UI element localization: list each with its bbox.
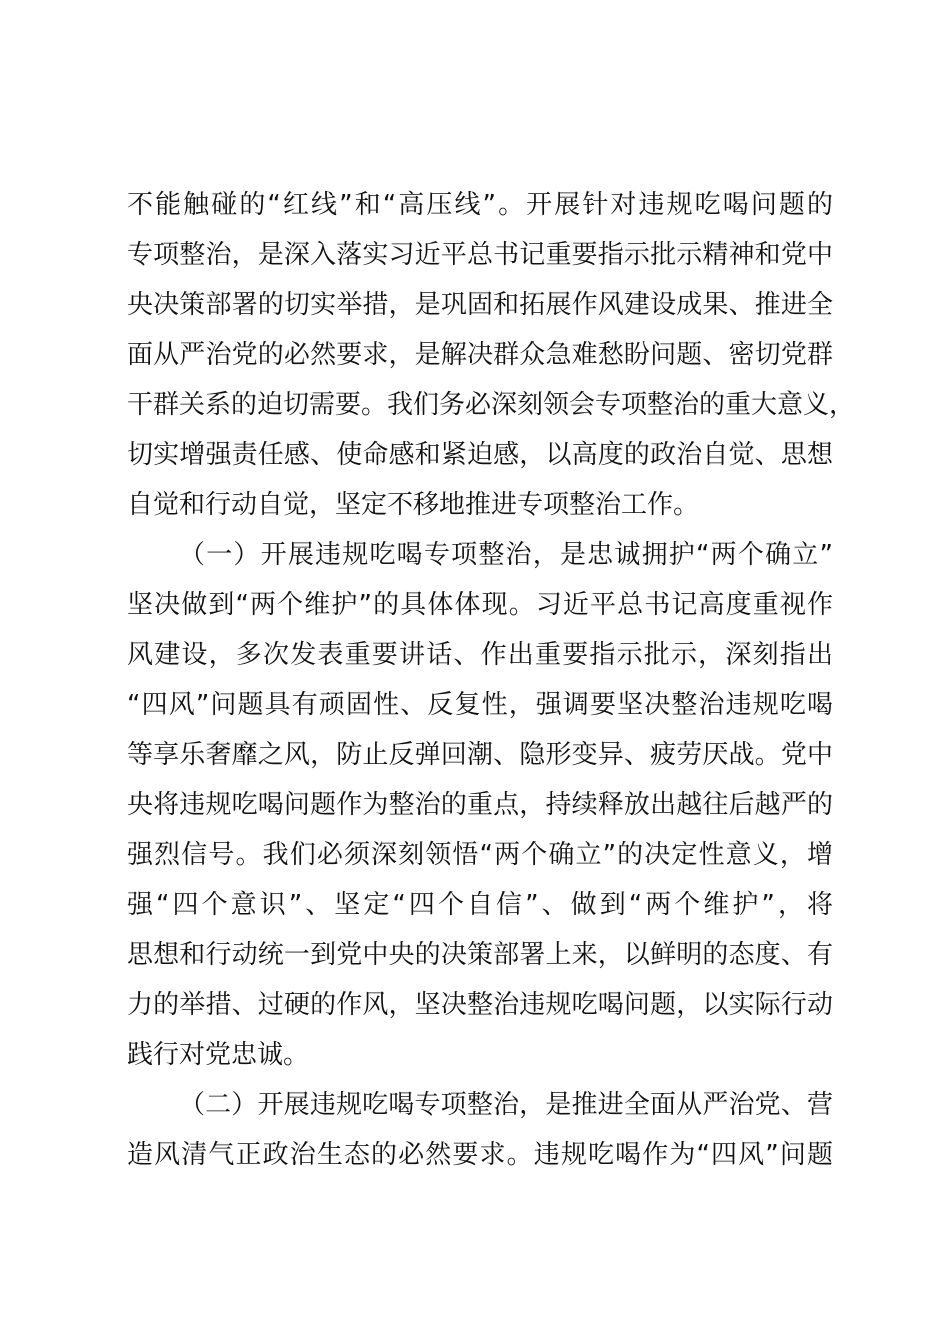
text-line: 干群关系的迫切需要。我们务必深刻领会专项整治的重大意义， — [127, 390, 856, 420]
text-line: 等享乐奢靡之风，防止反弹回潮、隐形变异、疲劳厌战。党中 — [127, 740, 833, 770]
text-line: 面从严治党的必然要求，是解决群众急难愁盼问题、密切党群 — [127, 340, 833, 370]
text-line: 强烈信号。我们必须深刻领悟“两个确立”的决定性意义，增 — [127, 840, 833, 870]
text-line: 风建设，多次发表重要讲话、作出重要指示批示，深刻指出 — [127, 640, 833, 670]
text-line: 坚决做到“两个维护”的具体体现。习近平总书记高度重视作 — [127, 590, 833, 620]
paragraph-heading-2: （二）开展违规吃喝专项整治，是推进全面从严治党、营 — [179, 1090, 833, 1120]
text-line: 践行对党忠诚。 — [127, 1040, 310, 1070]
text-line: 央决策部署的切实举措，是巩固和拓展作风建设成果、推进全 — [127, 290, 833, 320]
body-text — [127, 180, 856, 1180]
paragraph-heading-1: （一）开展违规吃喝专项整治，是忠诚拥护“两个确立” — [179, 540, 833, 570]
text-line: 切实增强责任感、使命感和紧迫感，以高度的政治自觉、思想 — [127, 440, 833, 470]
text-line: 强“四个意识”、坚定“四个自信”、做到“两个维护”，将 — [127, 890, 833, 920]
text-line: 思想和行动统一到党中央的决策部署上来，以鲜明的态度、有 — [127, 940, 833, 970]
text-line: 力的举措、过硬的作风，坚决整治违规吃喝问题，以实际行动 — [127, 990, 833, 1020]
text-line: 造风清气正政治生态的必然要求。违规吃喝作为“四风”问题 — [127, 1140, 833, 1170]
text-line: 央将违规吃喝问题作为整治的重点，持续释放出越往后越严的 — [127, 790, 833, 820]
text-line: “四风”问题具有顽固性、反复性，强调要坚决整治违规吃喝 — [127, 690, 833, 720]
text-line: 不能触碰的“红线”和“高压线”。开展针对违规吃喝问题的 — [127, 190, 833, 220]
text-line: 自觉和行动自觉，坚定不移地推进专项整治工作。 — [127, 490, 700, 520]
text-line: 专项整治，是深入落实习近平总书记重要指示批示精神和党中 — [127, 240, 833, 270]
